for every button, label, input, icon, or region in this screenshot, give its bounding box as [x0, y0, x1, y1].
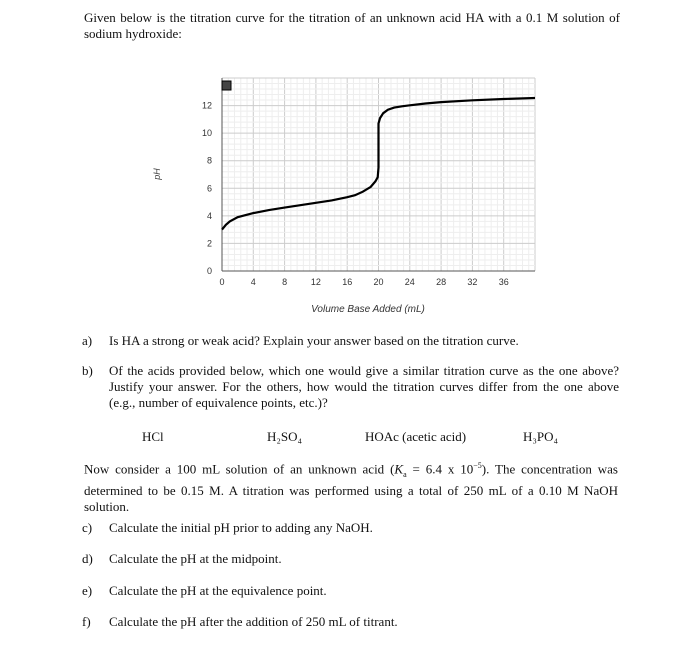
acid-h2so4: H₂SO₄ [267, 429, 303, 444]
question-label: e) [82, 583, 93, 598]
question-label: f) [82, 614, 91, 629]
x-tick-label: 20 [373, 277, 384, 287]
question-text: Calculate the pH at the equivalence point. [109, 583, 327, 598]
x-tick-label: 28 [436, 277, 447, 287]
y-tick-label: 12 [201, 100, 212, 111]
intro-text: Given below is the titration curve for the titration of an unknown acid HA with a 0.1 M solution of sodium hydroxide: [84, 10, 620, 41]
x-tick-label: 24 [404, 277, 415, 287]
question-text: Of the acids provided below, which one would give a similar titration curve as the one above? Justify your answer. For the others, how would the titration curves differ from the one above (e.g., number of equivalence points, etc.)? [109, 363, 619, 410]
y-tick-label: 2 [206, 238, 212, 249]
question-text: Calculate the pH at the midpoint. [109, 551, 282, 566]
question-label: b) [82, 363, 93, 378]
x-tick-label: 4 [250, 277, 256, 287]
legend-marker [222, 81, 231, 90]
question-label: c) [82, 520, 93, 535]
titration-chart [140, 72, 560, 327]
x-tick-label: 36 [498, 277, 509, 287]
y-tick-label: 6 [206, 183, 212, 194]
x-tick-label: 12 [310, 277, 321, 287]
x-tick-label: 32 [467, 277, 478, 287]
question-label: d) [82, 551, 93, 566]
acid-hoac: HOAc (acetic acid) [365, 429, 467, 444]
question-label: a) [82, 333, 93, 348]
acid-hcl: HCl [142, 429, 164, 444]
x-tick-label: 16 [342, 277, 353, 287]
question-text: Calculate the pH after the addition of 250 mL of titrant. [109, 614, 398, 629]
question-text: Calculate the initial pH prior to adding any NaOH. [109, 520, 373, 535]
y-tick-label: 0 [206, 266, 212, 276]
acid-h3po4: H₃PO₄ [523, 429, 559, 444]
y-axis-label: pH [152, 168, 162, 180]
y-tick-label: 10 [201, 128, 212, 139]
x-axis-label: Volume Base Added (mL) [311, 304, 425, 315]
scenario-text: Now consider a 100 mL solution of an unknown acid ($K_a = 6.4$ x $10^{-5}$). The concentration was determined to be 0.15 M. A titration was performed using a total of 250 mL of a 0.10 M NaOH solution. [84, 461, 618, 514]
question-text: Is HA a strong or weak acid? Explain your answer based on the titration curve. [109, 333, 519, 348]
x-tick-label: 8 [282, 277, 288, 287]
y-tick-label: 4 [206, 210, 212, 221]
y-tick-label: 8 [206, 155, 212, 166]
x-tick-label: 0 [219, 277, 225, 287]
